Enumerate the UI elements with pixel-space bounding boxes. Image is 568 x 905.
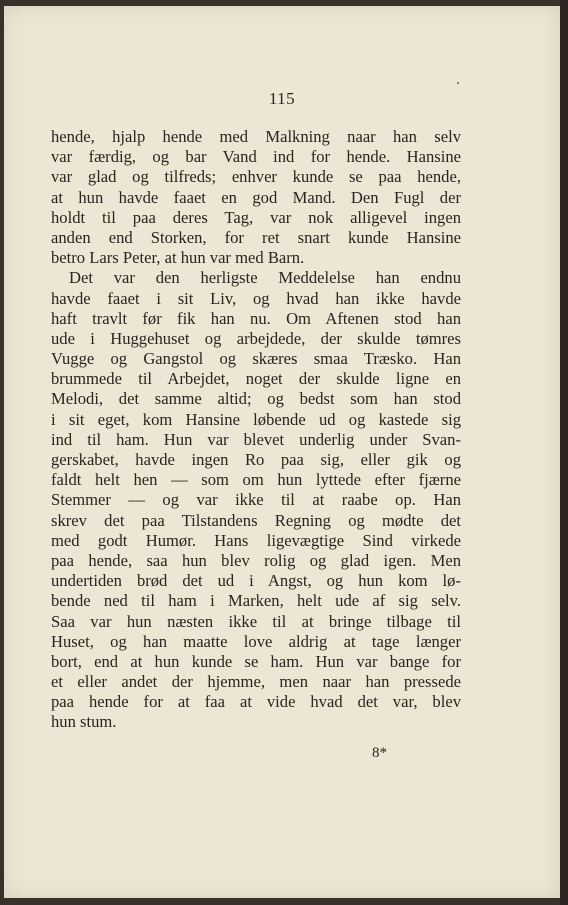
text-line: Det var den herligste Meddelelse han endnu xyxy=(69,268,461,288)
text-line: at hun havde faaet en god Mand. Den Fugl der xyxy=(51,187,461,207)
text-line: anden end Storken, for ret snart kunde Hansine xyxy=(51,227,461,247)
text-line: ind til ham. Hun var blevet underlig under Svan- xyxy=(51,429,461,449)
text-line: bende ned til ham i Marken, helt ude af sig selv. xyxy=(51,591,461,611)
text-line: var færdig, og bar Vand ind for hende. Hansine xyxy=(51,147,461,167)
text-line: gerskabet, havde ingen Ro paa sig, eller gik og xyxy=(51,450,461,469)
text-line: et eller andet der hjemme, men naar han pressede xyxy=(51,672,461,692)
text-line: havde faaet i sit Liv, og hvad han ikke havde xyxy=(51,288,461,308)
text-line: skrev det paa Tilstandens Regning og mødte det xyxy=(51,510,461,530)
text-line: paa hende for at faa at vide hvad det var, blev xyxy=(51,692,461,712)
ink-speck xyxy=(457,82,459,84)
text-line: Stemmer — og var ikke til at raabe op. Han xyxy=(51,490,461,510)
text-line: betro Lars Peter, at hun var med Barn. xyxy=(51,248,305,268)
text-line: i sit eget, kom Hansine løbende ud og kastede sig xyxy=(51,409,461,429)
text-line: hun stum. xyxy=(51,712,117,732)
text-line: holdt til paa deres Tag, var nok alligevel ingen xyxy=(51,207,461,227)
page-number: 115 xyxy=(268,89,296,108)
book-page xyxy=(4,6,560,898)
text-line: med godt Humør. Hans ligevægtige Sind virkede xyxy=(51,530,461,550)
book-edge xyxy=(560,0,568,905)
text-line: faldt helt hen — som om hun lyttede efter fjærne xyxy=(51,470,461,490)
text-line: paa hende, saa hun blev rolig og glad igen. Men xyxy=(51,550,461,570)
text-line: Melodi, det samme altid; og bedst som han stod xyxy=(51,389,461,409)
text-line: brummede til Arbejdet, noget der skulde ligne en xyxy=(51,369,461,389)
body-text xyxy=(51,127,461,733)
text-line: Saa var hun næsten ikke til at bringe tilbage til xyxy=(51,611,461,631)
text-line: ude i Huggehuset og arbejdede, der skulde tømres xyxy=(51,328,461,348)
text-line: Vugge og Gangstol og skæres smaa Træsko. Han xyxy=(51,349,461,369)
text-line: bort, end at hun kunde se ham. Hun var bange for xyxy=(51,651,461,671)
signature-mark: 8* xyxy=(372,745,387,761)
text-line: hende, hjalp hende med Malkning naar han selv xyxy=(51,127,461,146)
text-line: undertiden brød det ud i Angst, og hun kom lø- xyxy=(51,571,461,591)
text-line: var glad og tilfreds; enhver kunde se paa hende, xyxy=(51,167,461,187)
text-line: haft travlt før fik han nu. Om Aftenen stod han xyxy=(51,308,461,328)
text-line: Huset, og han maatte love aldrig at tage længer xyxy=(51,631,461,651)
